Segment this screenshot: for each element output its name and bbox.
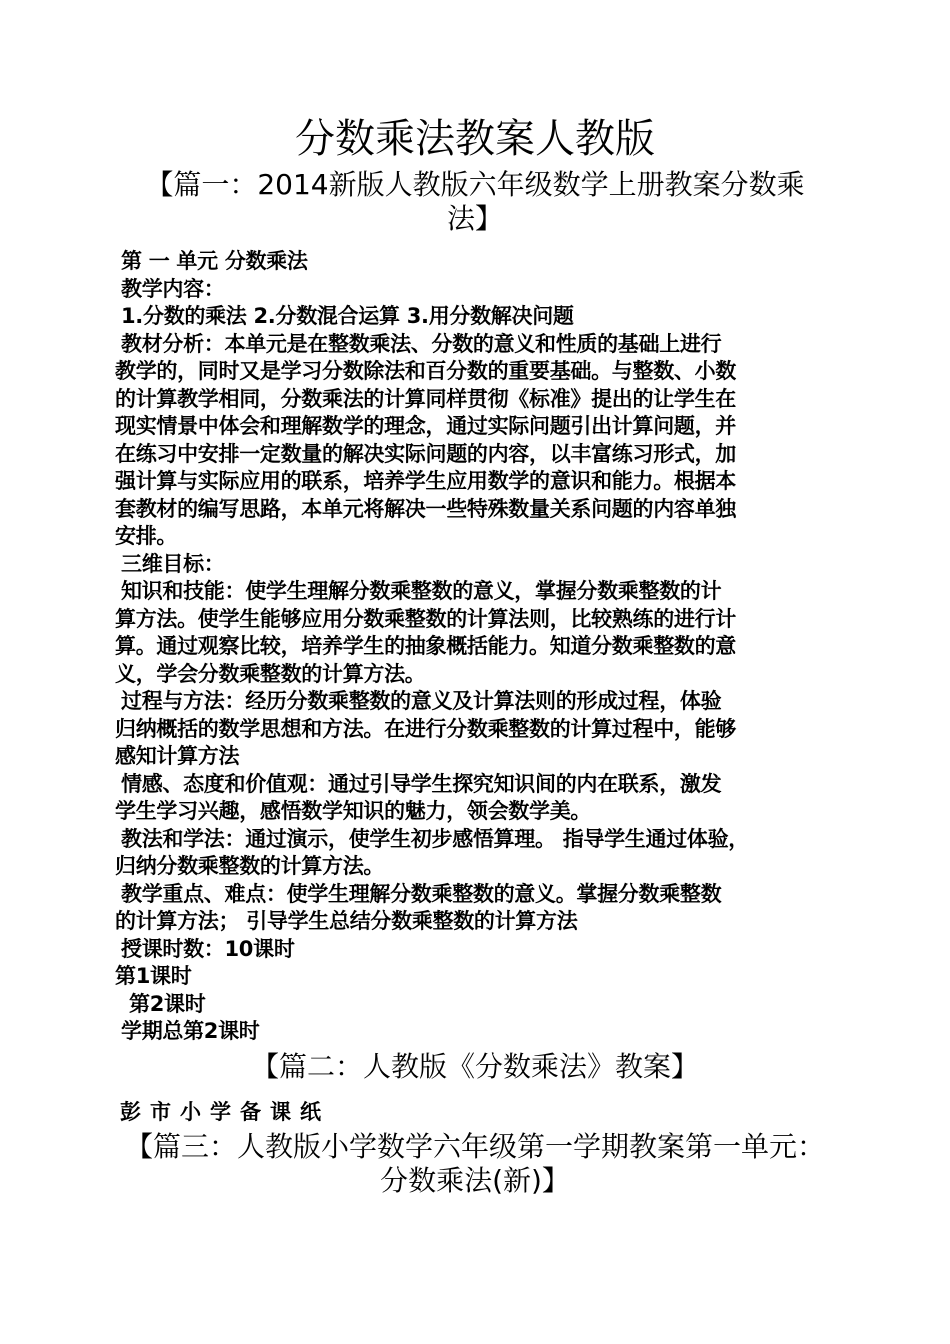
- section-heading-3: 【篇三：人教版小学数学六年级第一学期教案第一单元：分数乘法(新)】: [125, 1130, 826, 1197]
- text-line: 义，学会分数乘整数的计算方法。: [115, 661, 426, 686]
- section-heading-2: 【篇二：人教版《分数乘法》教案】: [250, 1050, 699, 1083]
- text-line: 的计算教学相同，分数乘法的计算同样贯彻《标准》提出的让学生在: [115, 386, 736, 411]
- class-hours-line: 授课时数：10课时: [121, 936, 295, 961]
- text-line: 算方法。使学生能够应用分数乘整数的计算法则，比较熟练的进行计: [115, 606, 736, 631]
- text-line: 过程与方法：经历分数乘整数的意义及计算法则的形成过程，体验: [121, 689, 722, 713]
- teaching-content-list: 1.分数的乘法 2.分数混合运算 3.用分数解决问题: [121, 304, 574, 328]
- text-line: 感知计算方法: [115, 744, 240, 768]
- lesson-1-line: 第1课时: [115, 964, 192, 988]
- text-line: 强计算与实际应用的联系，培养学生应用数学的意识和能力。根据本: [115, 469, 736, 493]
- text-line: 现实情景中体会和理解数学的理念，通过实际问题引出计算问题，并: [115, 414, 736, 438]
- text-line: 教学重点、难点：使学生理解分数乘整数的意义。掌握分数乘整数: [121, 881, 722, 906]
- text-line: 学生学习兴趣，感悟数学知识的魅力，领会数学美。: [115, 799, 592, 823]
- text-line: 套教材的编写思路，本单元将解决一些特殊数量关系问题的内容单独: [115, 496, 736, 521]
- term-lesson-line: 学期总第2课时: [121, 1019, 260, 1043]
- text-line: 情感、态度和价值观：通过引导学生探究知识间的内在联系，激发: [121, 771, 722, 796]
- text-line: 在练习中安排一定数量的解决实际问题的内容，以丰富练习形式，加: [115, 441, 736, 466]
- text-line: 归纳分数乘整数的计算方法。: [115, 854, 385, 878]
- document-title: 分数乘法教案人教版: [295, 116, 655, 162]
- teaching-content-label: 教学内容：: [121, 276, 225, 301]
- prep-paper-note: 彭市小学备课纸: [120, 1100, 330, 1124]
- text-line: 教法和学法：通过演示，使学生初步感悟算理。 指导学生通过体验，: [121, 826, 750, 851]
- section-heading-1: 【篇一：2014新版人教版六年级数学上册教案分数乘法】: [145, 168, 805, 235]
- text-line: 归纳概括的数学思想和方法。在进行分数乘整数的计算过程中，能够: [115, 716, 736, 741]
- objectives-label: 三维目标：: [121, 551, 225, 576]
- text-line: 教材分析：本单元是在整数乘法、分数的意义和性质的基础上进行: [121, 331, 722, 356]
- unit-title-line: 第 一 单元 分数乘法: [121, 249, 308, 273]
- text-line: 算。通过观察比较，培养学生的抽象概括能力。知道分数乘整数的意: [115, 634, 736, 658]
- text-line: 知识和技能：使学生理解分数乘整数的意义，掌握分数乘整数的计: [121, 579, 722, 603]
- lesson-2-line: 第2课时: [129, 991, 206, 1016]
- text-line: 教学的，同时又是学习分数除法和百分数的重要基础。与整数、小数: [115, 359, 736, 383]
- text-line: 的计算方法； 引导学生总结分数乘整数的计算方法: [115, 909, 578, 933]
- lesson-plan-body: [115, 248, 837, 1046]
- text-line: 安排。: [115, 524, 178, 548]
